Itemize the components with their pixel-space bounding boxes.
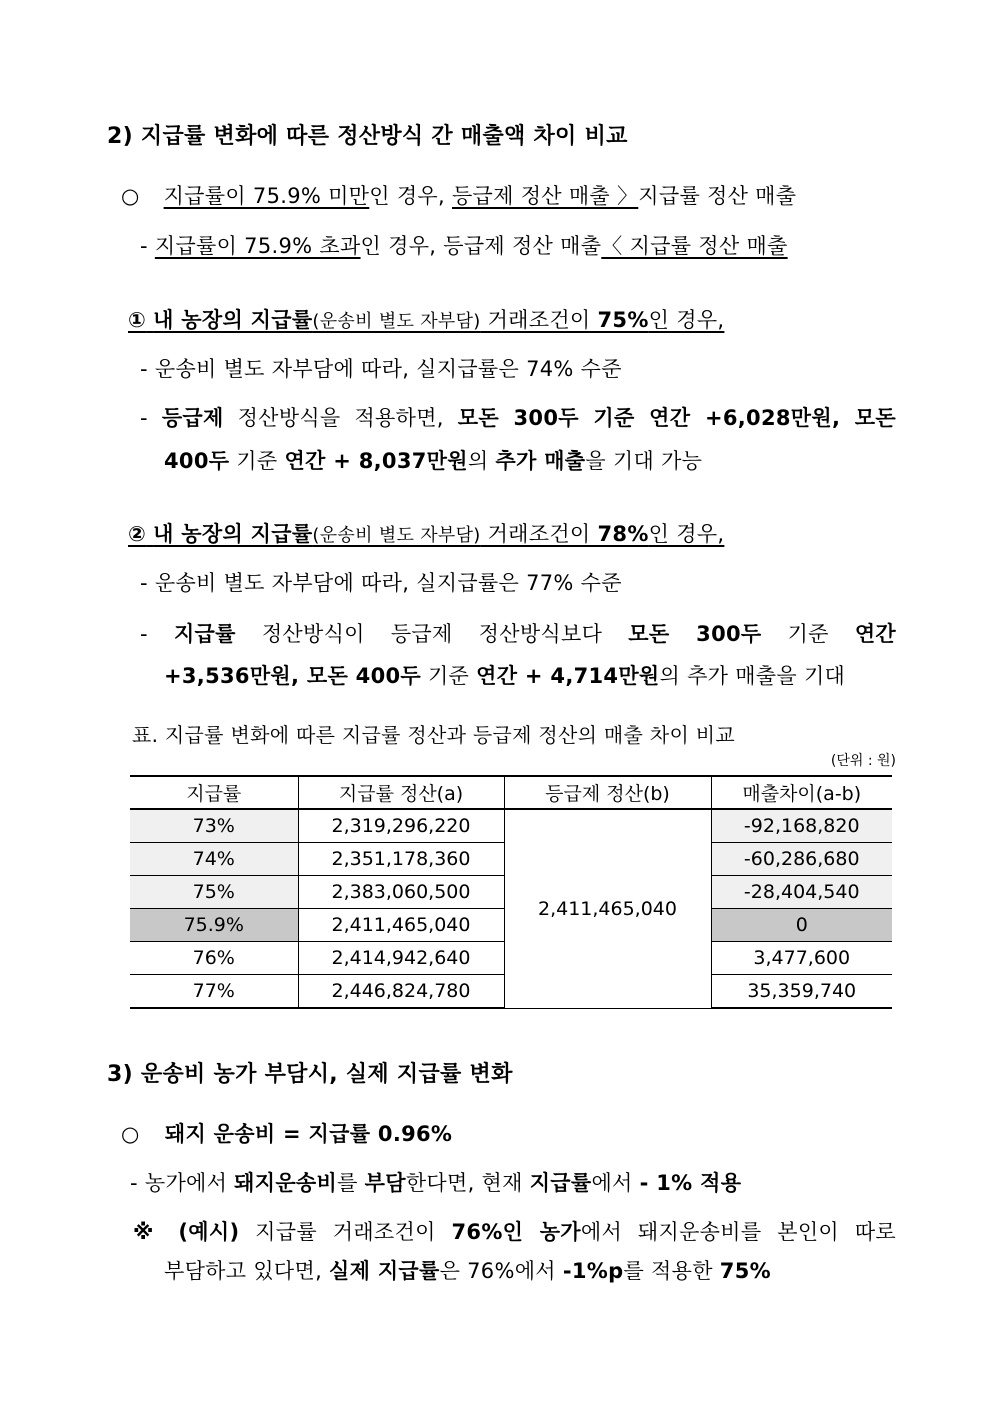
example-line-2 bbox=[164, 1256, 771, 1286]
circle-bullet: ○ bbox=[121, 1122, 140, 1146]
text: 75% bbox=[719, 1259, 771, 1283]
section-2-title: 2) 지급률 변화에 따른 정산방식 간 매출액 차이 비교 bbox=[107, 124, 628, 149]
text: 기준 bbox=[761, 622, 855, 646]
difference-cell: -28,404,540 bbox=[711, 876, 892, 909]
rate-settlement-cell: 2,446,824,780 bbox=[298, 975, 504, 1009]
rate-cell: 76% bbox=[130, 942, 298, 975]
case-1-line-1: - 운송비 별도 자부담에 따라, 실지급률은 74% 수준 bbox=[140, 357, 622, 381]
text: (예시) bbox=[178, 1220, 240, 1244]
rate-settlement-cell: 2,411,465,040 bbox=[298, 909, 504, 942]
case-1-line-2 bbox=[140, 403, 896, 433]
text: 인 경우, bbox=[648, 308, 725, 332]
text: (운송비 별도 자부담) bbox=[312, 525, 481, 546]
underlined-text: 〈 지급률 정산 매출 bbox=[601, 234, 788, 258]
underlined-text: 지급률이 75.9% 미만 bbox=[163, 184, 370, 208]
column-header: 지급률 bbox=[130, 776, 298, 809]
text: 정산방식이 등급제 정산방식보다 bbox=[235, 622, 629, 646]
circle-bullet: ○ bbox=[121, 184, 140, 208]
text: 를 적용한 bbox=[623, 1259, 720, 1283]
text: 400두 bbox=[164, 449, 230, 473]
rate-cell: 73% bbox=[130, 809, 298, 843]
text: 에서 돼지운송비를 본인이 따로 bbox=[580, 1220, 896, 1244]
text: (운송비 별도 자부담) bbox=[312, 311, 481, 332]
difference-cell: 0 bbox=[711, 909, 892, 942]
case-number: ② bbox=[128, 522, 147, 546]
column-header: 매출차이(a-b) bbox=[711, 776, 892, 809]
table-header-row bbox=[130, 776, 892, 809]
text: 실제 지급률 bbox=[329, 1259, 440, 1283]
rate-cell: 75.9% bbox=[130, 909, 298, 942]
case-1-line-3 bbox=[164, 446, 702, 476]
text: 지급률 거래조건이 bbox=[239, 1220, 452, 1244]
bullet-line-1 bbox=[121, 181, 796, 211]
difference-cell: 35,359,740 bbox=[711, 975, 892, 1009]
section-3-line-1 bbox=[130, 1168, 741, 1198]
rate-cell: 77% bbox=[130, 975, 298, 1009]
text: 을 기대 가능 bbox=[585, 449, 703, 473]
difference-cell: 3,477,600 bbox=[711, 942, 892, 975]
text: - 농가에서 bbox=[130, 1171, 235, 1195]
case-2-heading bbox=[128, 519, 724, 551]
text: 연간 bbox=[854, 622, 897, 646]
text: 추가 매출 bbox=[495, 449, 586, 473]
text: 돼지 운송비 = 지급률 0.96% bbox=[164, 1122, 453, 1146]
example-line-1 bbox=[133, 1217, 896, 1247]
section-3-title: 3) 운송비 농가 부담시, 실제 지급률 변화 bbox=[107, 1062, 513, 1087]
text: 정산방식을 적용하면, bbox=[223, 406, 458, 430]
text: 75% bbox=[597, 308, 649, 332]
dash-line-1 bbox=[140, 231, 788, 261]
text: 지급률 정산 매출 bbox=[638, 184, 797, 208]
rate-settlement-cell: 2,383,060,500 bbox=[298, 876, 504, 909]
text: 거래조건이 bbox=[480, 308, 598, 332]
text: 의 bbox=[467, 449, 496, 473]
rate-settlement-cell: 2,351,178,360 bbox=[298, 843, 504, 876]
text: 76%인 농가 bbox=[451, 1220, 581, 1244]
underlined-text: 등급제 정산 매출 〉 bbox=[451, 184, 639, 208]
text: 은 76%에서 bbox=[439, 1259, 563, 1283]
table-unit: (단위 : 원) bbox=[830, 753, 896, 769]
text: 를 bbox=[337, 1171, 365, 1195]
text: 한다면, 현재 bbox=[405, 1171, 530, 1195]
text: 거래조건이 bbox=[480, 522, 598, 546]
dash: - bbox=[140, 406, 162, 430]
case-1-heading bbox=[128, 305, 724, 337]
table-row bbox=[130, 809, 892, 843]
text: 기준 bbox=[229, 449, 285, 473]
rate-cell: 75% bbox=[130, 876, 298, 909]
dash: - bbox=[140, 234, 155, 258]
case-2-line-3 bbox=[164, 661, 845, 691]
text: 모돈 300두 기준 연간 +6,028만원, 모돈 bbox=[457, 406, 896, 430]
text: 연간 + 8,037만원 bbox=[284, 449, 468, 473]
text: 78% bbox=[597, 522, 649, 546]
dash: - bbox=[140, 622, 174, 646]
text: 연간 + 4,714만원 bbox=[476, 664, 660, 688]
rate-settlement-cell: 2,319,296,220 bbox=[298, 809, 504, 843]
text: -1%p bbox=[562, 1259, 624, 1283]
case-number: ① bbox=[128, 308, 147, 332]
text: 지급률 bbox=[529, 1171, 592, 1195]
text: 의 추가 매출을 기대 bbox=[659, 664, 846, 688]
text: 등급제 bbox=[161, 406, 224, 430]
reference-mark: ※ bbox=[133, 1220, 163, 1244]
comparison-table bbox=[130, 775, 892, 1009]
text: 내 농장의 지급률 bbox=[153, 308, 313, 332]
text: 부담 bbox=[364, 1171, 406, 1195]
rate-cell: 74% bbox=[130, 843, 298, 876]
text: 모돈 300두 bbox=[628, 622, 762, 646]
grade-settlement-cell: 2,411,465,040 bbox=[504, 809, 711, 1008]
column-header: 등급제 정산(b) bbox=[504, 776, 711, 809]
table-caption: 표. 지급률 변화에 따른 지급률 정산과 등급제 정산의 매출 차이 비교 bbox=[132, 723, 735, 747]
difference-cell: -60,286,680 bbox=[711, 843, 892, 876]
text: 인 경우, bbox=[369, 184, 452, 208]
case-2-line-2 bbox=[140, 619, 896, 649]
text: 에서 bbox=[591, 1171, 640, 1195]
text: 부담하고 있다면, bbox=[164, 1259, 330, 1283]
text: 인 경우, bbox=[648, 522, 725, 546]
text: 기준 bbox=[421, 664, 477, 688]
column-header: 지급률 정산(a) bbox=[298, 776, 504, 809]
text: 돼지운송비 bbox=[234, 1171, 338, 1195]
underlined-text: 지급률이 75.9% 초과 bbox=[154, 234, 361, 258]
difference-cell: -92,168,820 bbox=[711, 809, 892, 843]
text: 지급률 bbox=[173, 622, 236, 646]
section-3-bullet bbox=[121, 1119, 452, 1149]
text: 내 농장의 지급률 bbox=[153, 522, 313, 546]
text: - 1% 적용 bbox=[639, 1171, 742, 1195]
rate-settlement-cell: 2,414,942,640 bbox=[298, 942, 504, 975]
text: +3,536만원, 모돈 400두 bbox=[164, 664, 421, 688]
case-2-line-1: - 운송비 별도 자부담에 따라, 실지급률은 77% 수준 bbox=[140, 571, 622, 595]
text: 인 경우, 등급제 정산 매출 bbox=[360, 234, 602, 258]
